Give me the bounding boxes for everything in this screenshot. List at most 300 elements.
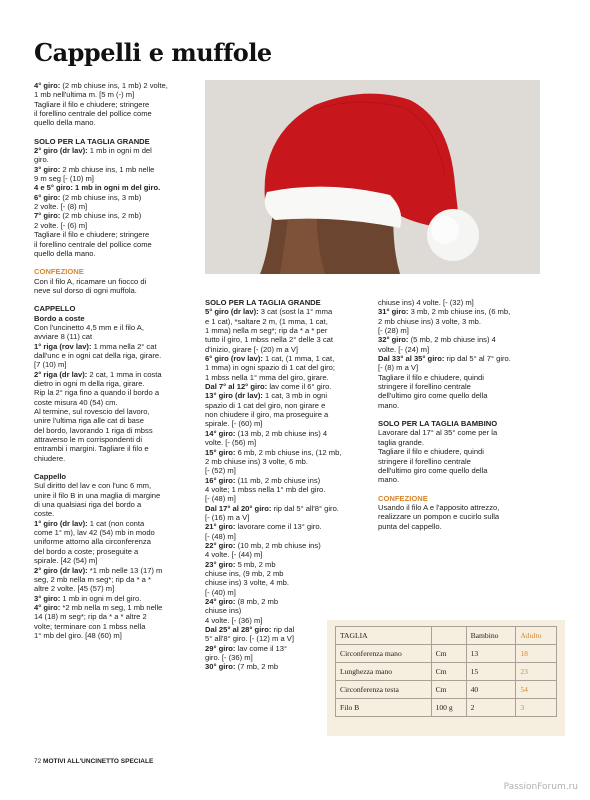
text-line (34, 193, 199, 202)
text-line (378, 494, 553, 503)
body-text: [- (52) m] (205, 466, 236, 476)
body-text: 1 cat, 3 mb in ogni (262, 391, 328, 401)
section-heading: Cappello (34, 472, 67, 482)
body-text: volte. [- (24) m] (378, 344, 430, 354)
text-line (378, 345, 553, 354)
body-text: dell'ultimo giro come quello della (378, 391, 488, 401)
body-text: [- (48) m] (205, 531, 236, 541)
page-number: 72 (34, 758, 42, 765)
body-text: (2 mb chiuse ins, 1 mb) 2 volte, (60, 81, 168, 90)
body-text: chiuse ins, (9 mb, 2 mb (205, 568, 284, 578)
text-line (34, 500, 199, 509)
body-text: spirale. [42 (54) m] (34, 556, 98, 566)
text-line (205, 597, 375, 606)
body-text: 3 cat (sost la 1° mma (258, 307, 333, 317)
text-line (34, 481, 199, 490)
paragraph-gap (378, 485, 553, 494)
table-cell: 100 g (431, 699, 466, 717)
body-text: il forellino centrale del pollice come (34, 239, 152, 249)
row-label: 15° giro: (205, 447, 236, 457)
body-text: 6 mb, 2 mb chiuse ins, (12 mb, (235, 447, 342, 457)
text-line (378, 326, 553, 335)
section-heading: SOLO PER LA TAGLIA GRANDE (205, 298, 321, 307)
text-line (34, 472, 199, 481)
section-heading: Bordo a coste (34, 313, 85, 323)
body-text: avviare 8 (11) cat (34, 332, 93, 342)
text-line (34, 537, 199, 546)
row-label: 1° riga (rov lav): (34, 341, 92, 351)
body-text: 3 mb, 2 mb chiuse ins, (6 mb, (408, 307, 511, 317)
text-line (205, 345, 375, 354)
table-cell: Circonferenza mano (336, 645, 432, 663)
text-line (378, 428, 553, 437)
text-line (205, 410, 375, 419)
body-text: quello della mano. (34, 248, 96, 258)
text-line (205, 457, 375, 466)
row-label: Dal 7° al 12° giro: (205, 382, 268, 392)
body-text: Lavorare dal 17° al 35° come per la (378, 428, 498, 438)
row-label: 4° giro: (34, 602, 61, 612)
text-line (205, 401, 375, 410)
santa-hat-photo (205, 80, 540, 274)
body-text: (2 mb chiuse ins, 2 mb) (60, 211, 142, 221)
body-text: mano. (378, 475, 400, 485)
section-heading-accent: CONFEZIONE (34, 267, 84, 277)
table-cell: 40 (466, 681, 516, 699)
text-line (205, 335, 375, 344)
body-text: e 1 cat), *saltare 2 m, (1 mma, 1 cat, (205, 316, 328, 326)
watermark: PassionForum.ru (503, 782, 578, 792)
text-line (34, 118, 199, 127)
body-text: rip dal 5° all'8° giro. (271, 503, 339, 513)
body-text: entrambi i margini. Tagliare il filo e (34, 444, 149, 454)
body-text: 1 mma) in ogni spazio di 1 cat del giro; (205, 363, 336, 373)
body-text: [- (16) m a V] (205, 512, 250, 522)
body-text: [- (8) m a V] (378, 363, 419, 373)
body-text: [- (40) m] (205, 587, 236, 597)
body-text: (2 mb chiuse ins, 3 mb) (60, 192, 142, 202)
body-text: lav come il 6° giro. (267, 382, 332, 392)
text-line (205, 438, 375, 447)
text-line (34, 528, 199, 537)
table-header: Bambino (466, 627, 516, 645)
text-line (34, 202, 199, 211)
text-line (205, 326, 375, 335)
text-line (34, 398, 199, 407)
text-line (205, 485, 375, 494)
body-text: 2 cat, 1 mma in costa (87, 369, 162, 379)
body-text: [- (28) m] (378, 326, 409, 336)
text-line (34, 612, 199, 621)
text-line (378, 354, 553, 363)
body-text: uniforme attorno alla circonferenza (34, 537, 151, 547)
body-text: quello della mano. (34, 118, 96, 128)
text-line (34, 426, 199, 435)
body-text: (13 mb, 2 mb chiuse ins) 4 (235, 428, 328, 438)
body-text: (8 mb, 2 mb (235, 597, 279, 606)
table-cell: Circonferenza testa (336, 681, 432, 699)
body-text: rip dal (271, 625, 295, 635)
body-text: 1 mb in ogni m del giro. (60, 593, 142, 603)
body-text: [- (48) m] (205, 494, 236, 504)
section-heading-accent: CONFEZIONE (378, 493, 428, 503)
row-label: Dal 17° al 20° giro: (205, 503, 272, 513)
text-line (34, 240, 199, 249)
row-label: 24° giro: (205, 597, 236, 606)
body-text: (10 mb, 2 mb chiuse ins) (235, 540, 321, 550)
table-cell: Filo B (336, 699, 432, 717)
text-line (34, 332, 199, 341)
text-column-1 (34, 81, 199, 640)
text-line (34, 137, 199, 146)
text-line (34, 277, 199, 286)
body-text: 1° mb del giro. [48 (60) m] (34, 630, 122, 640)
text-line (34, 211, 199, 220)
body-text: Tagliare il filo e chiudere; stringere (34, 230, 150, 240)
body-text: chiuse ins) (205, 606, 242, 616)
text-line (378, 522, 553, 531)
table-cell: 23 (516, 663, 557, 681)
body-text: 2 mb chiuse ins, 1 mb nelle (60, 164, 155, 174)
row-label: 5° giro (dr lav): (205, 307, 259, 317)
text-line (34, 304, 199, 313)
body-text: 14 (18) m seg*; rip da * a * altre 2 (34, 612, 147, 622)
table-header (431, 627, 466, 645)
text-line (378, 373, 553, 382)
body-text: 1 mb in ogni m del (87, 146, 152, 156)
paragraph-gap (34, 258, 199, 267)
row-label: 6° giro (rov lav): (205, 354, 263, 364)
body-text: 2 volte. [- (6) m] (34, 220, 88, 230)
body-text: (7 mb, 2 mb (235, 662, 279, 672)
row-label: 29° giro: (205, 643, 236, 653)
paragraph-gap (378, 410, 553, 419)
table-header-row (336, 627, 557, 645)
body-text: volte. [- (56) m] (205, 438, 257, 448)
body-text: rip dal 5° al 7° giro. (444, 354, 511, 364)
text-column-3 (378, 298, 553, 531)
row-label: 2° giro (dr lav): (34, 146, 88, 156)
body-text: lavorare come il 13° giro. (235, 522, 322, 532)
body-text: giro. (34, 155, 49, 165)
text-line (378, 466, 553, 475)
text-line (205, 354, 375, 363)
row-label: 4 e 5° giro: 1 mb in ogni m del giro. (34, 183, 161, 193)
row-label: 3° giro: (34, 593, 61, 603)
text-line (378, 382, 553, 391)
paragraph-gap (34, 463, 199, 472)
body-text: Con l'uncinetto 4,5 mm e il filo A, (34, 322, 144, 332)
text-line (205, 513, 375, 522)
text-line (205, 578, 375, 587)
text-line (34, 454, 199, 463)
text-line (34, 267, 199, 276)
table-cell: Lunghezza mano (336, 663, 432, 681)
text-line (205, 560, 375, 569)
body-text: volte; terminare con 1 mbss nella (34, 621, 146, 631)
text-line (34, 519, 199, 528)
body-text: altre 2 volte. [45 (57) m] (34, 584, 115, 594)
row-label: 1° giro (dr lav): (34, 518, 88, 528)
text-line (34, 174, 199, 183)
body-text: Tagliare il filo e chiudere, quindi (378, 447, 484, 457)
text-line (205, 448, 375, 457)
body-text: d'inizio, girare [- (20) m a V] (205, 344, 299, 354)
text-line (34, 109, 199, 118)
text-line (205, 363, 375, 372)
text-line (34, 100, 199, 109)
body-text: spazio di 1 cat del giro, non girare e (205, 400, 326, 410)
text-line (205, 298, 375, 307)
body-text: 1 cat, (1 mma, 1 cat, (262, 354, 335, 364)
row-label: Dal 33° al 35° giro: (378, 354, 445, 364)
table-cell: Cm (431, 681, 466, 699)
body-text: 9 m seg [- (10) m] (34, 174, 94, 184)
text-line (205, 373, 375, 382)
text-line (378, 317, 553, 326)
body-text: 1 mbss nella 1° mma del giro, girare. (205, 372, 329, 382)
text-line (378, 419, 553, 428)
body-text: unire l'ultima riga alle cat di base (34, 416, 144, 426)
table-header: TAGLIA (336, 627, 432, 645)
text-line (205, 541, 375, 550)
body-text: neve sul dorso di ogni muffola. (34, 285, 137, 295)
table-cell: 18 (516, 645, 557, 663)
row-label: 13° giro (dr lav): (205, 391, 263, 401)
text-line (34, 165, 199, 174)
body-text: 5 mb, 2 mb (235, 559, 276, 569)
body-text: 1 mma) nella m seg*; rip da * a * per (205, 326, 328, 336)
body-text: realizzare un pompon e cucirlo sulla (378, 512, 500, 522)
text-line (34, 444, 199, 453)
text-line (205, 317, 375, 326)
body-text: spirale. [- (60) m] (205, 419, 263, 429)
row-label: 30° giro: (205, 662, 236, 672)
text-line (34, 360, 199, 369)
text-line (378, 447, 553, 456)
row-label: 21° giro: (205, 522, 236, 532)
body-text: Tagliare il filo e chiudere; stringere (34, 99, 150, 109)
body-text: 2 volte. [- (8) m] (34, 202, 88, 212)
body-text: attraverso le m corrispondenti di (34, 435, 143, 445)
table-row (336, 699, 557, 717)
body-text: mano. (378, 400, 400, 410)
text-line (205, 307, 375, 316)
body-text: 1 mb nell'ultima m. [5 m (-) m] (34, 90, 135, 100)
body-text: chiuse ins) 4 volte. [- (32) m] (378, 298, 474, 307)
text-line (378, 512, 553, 521)
body-text: dietro in ogni m della riga, girare. (34, 378, 145, 388)
table-cell: 2 (466, 699, 516, 717)
body-text: punta del cappello. (378, 521, 442, 531)
body-text: *1 mb nelle 13 (17) m (87, 565, 163, 575)
body-text: *2 mb nella m seg, 1 mb nelle (60, 602, 163, 612)
row-label: 6° giro: (34, 192, 61, 202)
body-text: come 1° m), lav 42 (54) mb in modo (34, 528, 155, 538)
text-line (34, 631, 199, 640)
body-text: 2 mb chiuse ins) 3 volte, 3 mb. (378, 316, 481, 326)
text-line (34, 603, 199, 612)
table-row (336, 681, 557, 699)
text-line (205, 466, 375, 475)
text-line (378, 503, 553, 512)
text-line (34, 388, 199, 397)
paragraph-gap (34, 128, 199, 137)
text-line (34, 351, 199, 360)
body-text: taglia grande. (378, 437, 425, 447)
body-text: coste misura 40 (54) cm. (34, 397, 118, 407)
body-text: di una qualsiasi riga del bordo a (34, 500, 142, 510)
body-text: non chiudere il giro, ma proseguire a (205, 410, 329, 420)
row-label: 32° giro: (378, 335, 409, 345)
text-line (378, 475, 553, 484)
text-line (34, 509, 199, 518)
body-text: del bordo, lavorando 1 riga di mbss (34, 425, 153, 435)
section-heading: SOLO PER LA TAGLIA BAMBINO (378, 419, 498, 429)
text-line (205, 382, 375, 391)
body-text: 1 mma nella 2° cat (91, 341, 157, 351)
text-line (205, 522, 375, 531)
table-row (336, 663, 557, 681)
text-line (378, 391, 553, 400)
body-text: coste. (34, 509, 55, 519)
body-text: 1 cat (non conta (87, 518, 145, 528)
text-line (34, 90, 199, 99)
text-line (34, 547, 199, 556)
body-text: il forellino centrale del pollice come (34, 109, 152, 119)
body-text: Con il filo A, ricamare un fiocco di (34, 276, 147, 286)
text-line (34, 249, 199, 258)
body-text: 2 mb chiuse ins) 3 volte, 6 mb. (205, 456, 308, 466)
text-line (205, 588, 375, 597)
section-heading: SOLO PER LA TAGLIA GRANDE (34, 136, 150, 146)
paragraph-gap (34, 295, 199, 304)
section-heading: CAPPELLO (34, 304, 76, 314)
page-footer (34, 758, 153, 765)
body-text: (11 mb, 2 mb chiuse ins) (235, 475, 321, 485)
body-text: lav come il 13° (235, 643, 288, 653)
text-line (34, 314, 199, 323)
row-label: 14° giro: (205, 428, 236, 438)
row-label: 31° giro: (378, 307, 409, 317)
text-line (205, 429, 375, 438)
text-column-2 (205, 298, 375, 672)
text-line (205, 391, 375, 400)
body-text: Al termine, sul rovescio del lavoro, (34, 407, 150, 416)
body-text: tutto il giro, 1 mbss nella 2° delle 3 cat (205, 335, 333, 345)
body-text: Tagliare il filo e chiudere, quindi (378, 372, 484, 382)
text-line (205, 504, 375, 513)
body-text: unire il filo B in una maglia di margine (34, 490, 161, 500)
text-line (34, 323, 199, 332)
table-row (336, 645, 557, 663)
text-line (34, 584, 199, 593)
body-text: stringere il forellino centrale (378, 456, 471, 466)
page-title: Cappelli e muffole (34, 38, 272, 67)
body-text: 4 volte. [- (36) m] (205, 615, 263, 625)
text-line (34, 146, 199, 155)
text-line (34, 594, 199, 603)
row-label: 3° giro: (34, 164, 61, 174)
table-cell: Cm (431, 663, 466, 681)
text-line (34, 491, 199, 500)
text-line (378, 307, 553, 316)
table-cell: 3 (516, 699, 557, 717)
size-table (335, 626, 557, 717)
text-line (205, 569, 375, 578)
text-line (378, 457, 553, 466)
row-label: 22° giro: (205, 540, 236, 550)
text-line (205, 476, 375, 485)
text-line (34, 575, 199, 584)
text-line (205, 419, 375, 428)
row-label: 2° giro (dr lav): (34, 565, 88, 575)
text-line (34, 183, 199, 192)
row-label: 16° giro: (205, 475, 236, 485)
table-header: Adulto (516, 627, 557, 645)
text-line (34, 556, 199, 565)
text-line (205, 532, 375, 541)
text-line (378, 363, 553, 372)
text-line (34, 81, 199, 90)
body-text: Sul diritto del lav e con l'unc 6 mm, (34, 481, 152, 491)
row-label: 23° giro: (205, 559, 236, 569)
body-text: [7 (10) m] (34, 360, 67, 370)
text-line (34, 370, 199, 379)
text-line (34, 407, 199, 416)
text-line (34, 342, 199, 351)
body-text: dall'unc e in ogni cat della riga, girare. (34, 350, 162, 360)
text-line (378, 401, 553, 410)
table-cell: 13 (466, 645, 516, 663)
text-line (205, 494, 375, 503)
row-label: 2° riga (dr lav): (34, 369, 88, 379)
body-text: Usando il filo A e l'apposito attrezzo, (378, 502, 500, 512)
body-text: del bordo a coste; proseguite a (34, 546, 139, 556)
body-text: 4 volte. [- (44) m] (205, 550, 263, 560)
body-text: dell'ultimo giro come quello della (378, 465, 488, 475)
text-line (34, 155, 199, 164)
row-label: 4° giro: (34, 81, 61, 90)
magazine-name: MOTIVI ALL'UNCINETTO SPECIALE (43, 758, 154, 765)
text-line (205, 606, 375, 615)
body-text: (5 mb, 2 mb chiuse ins) 4 (408, 335, 496, 345)
body-text: 5° all'8° giro. [- (12) m a V] (205, 634, 294, 644)
text-line (34, 416, 199, 425)
body-text: chiudere. (34, 453, 66, 463)
text-line (378, 298, 553, 307)
table-cell: 54 (516, 681, 557, 699)
row-label: Dal 25° al 28° giro: (205, 625, 272, 635)
text-line (378, 335, 553, 344)
text-line (378, 438, 553, 447)
table-cell: Cm (431, 645, 466, 663)
text-line (34, 566, 199, 575)
text-line (34, 379, 199, 388)
body-text: stringere il forellino centrale (378, 382, 471, 392)
text-line (34, 221, 199, 230)
text-line (34, 230, 199, 239)
text-line (205, 550, 375, 559)
text-line (34, 622, 199, 631)
table-cell: 15 (466, 663, 516, 681)
text-line (34, 435, 199, 444)
body-text: 4 volte; 1 mbss nella 1° mb del giro. (205, 484, 326, 494)
text-line (34, 286, 199, 295)
row-label: 7° giro: (34, 211, 61, 221)
body-text: Rip la 2° riga fino a quando il bordo a (34, 388, 160, 398)
size-table-panel (327, 620, 565, 736)
